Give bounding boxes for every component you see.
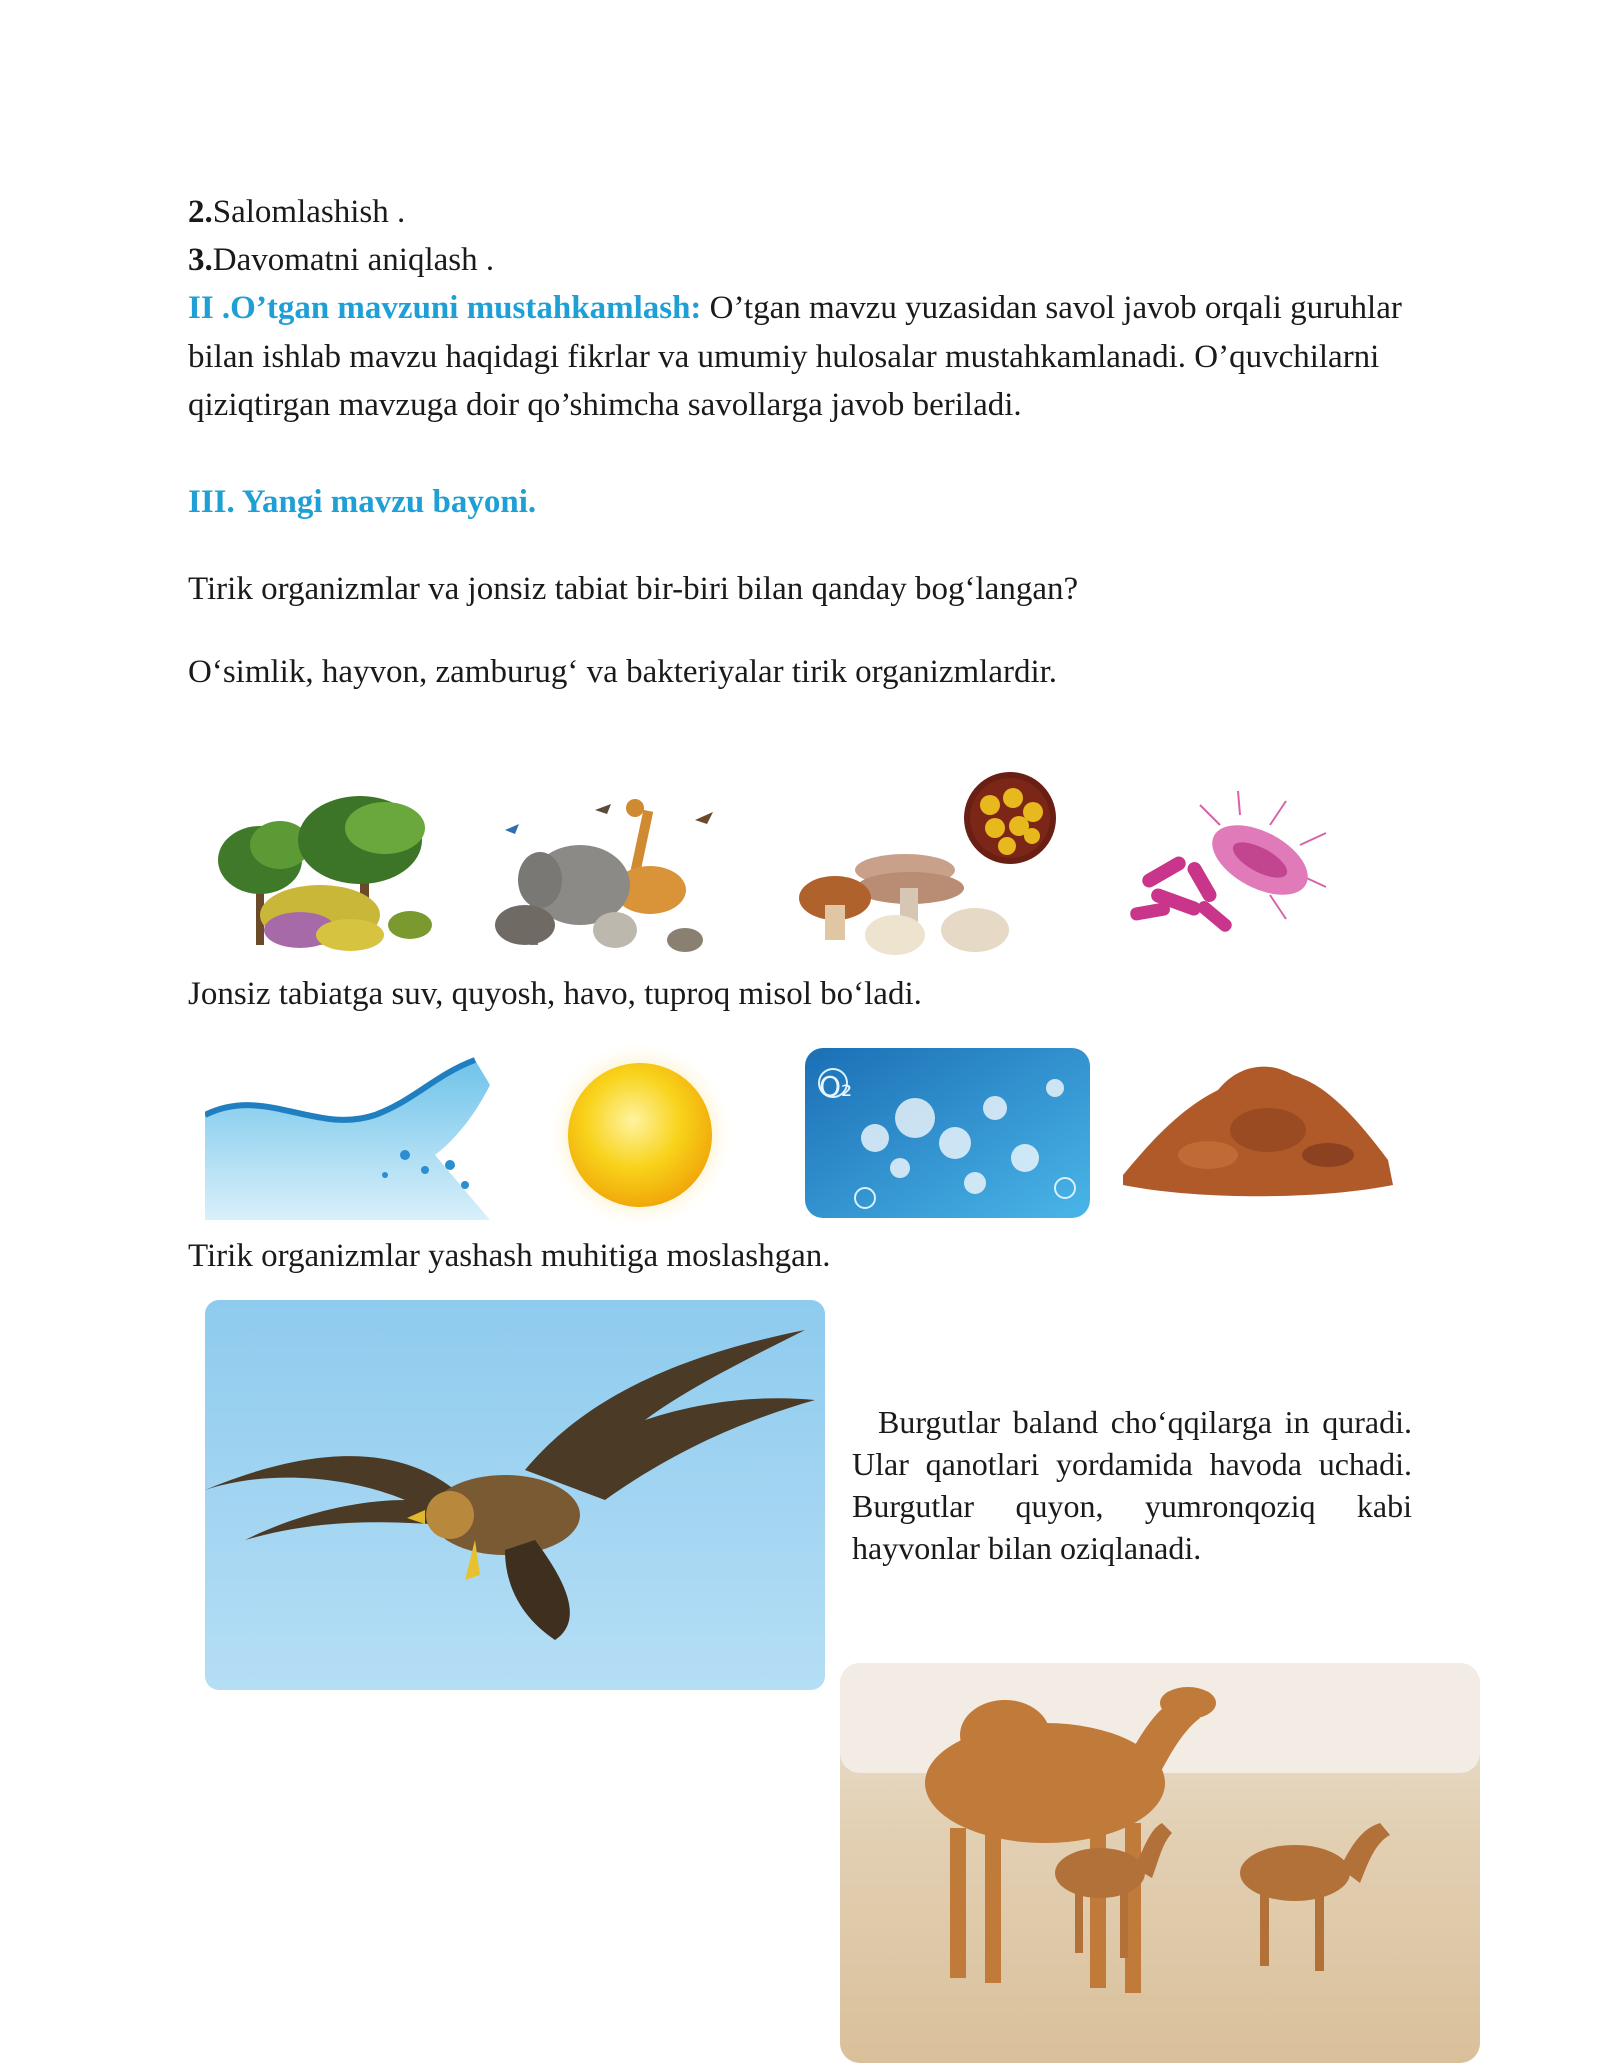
water-image (205, 1045, 490, 1220)
review-body: O’tgan mavzu yuzasidan savol javob orqali guruhlar bilan ishlab mavzu haqidagi fikrlar va umumiy hulosalar mustahkamlanadi. O’quvchilarni qiziqtirgan mavzuga doir qo’shimcha savollarga javob beriladi. (188, 290, 1402, 423)
eagle-image (205, 1300, 825, 1690)
living-things-text: O‘simlik, hayvon, zamburug‘ va bakteriyalar tirik organizmlardir. (188, 654, 1058, 690)
item-number: 3. (188, 242, 213, 278)
soil-image (1118, 1050, 1398, 1200)
greeting-line (188, 188, 405, 236)
o2-label: O₂ (819, 1070, 853, 1103)
greeting-text: Salomlashish . (212, 194, 406, 230)
eagle-description: Burgutlar baland cho‘qqilarga in quradi. Ular qanotlari yordamida havoda uchadi. Burgutlar quyon, yumronqoziq kabi hayvonlar bilan oziqlanadi. (852, 1404, 1412, 1566)
item-number: 2. (188, 194, 213, 230)
fungi-image (785, 770, 1075, 960)
sun-image (540, 1040, 740, 1230)
camel-image (840, 1663, 1480, 2063)
animals-image (485, 790, 735, 960)
review-paragraph (188, 284, 1428, 430)
attendance-text: Davomatni aniqlash . (212, 242, 495, 278)
review-heading: II .O’tgan mavzuni mustahkamlash: (188, 290, 702, 326)
question-text: Tirik organizmlar va jonsiz tabiat bir-biri bilan qanday bog‘langan? (188, 571, 1079, 607)
air-oxygen-image (805, 1048, 1090, 1218)
adaptation-text: Tirik organizmlar yashash muhitiga moslashgan. (188, 1238, 831, 1274)
new-topic-heading: III. Yangi mavzu bayoni. (188, 484, 537, 520)
bacteria-image (1120, 785, 1360, 945)
plants-image (210, 790, 480, 960)
attendance-line (188, 236, 494, 284)
nonliving-text: Jonsiz tabiatga suv, quyosh, havo, tuproq misol bo‘ladi. (188, 976, 922, 1012)
